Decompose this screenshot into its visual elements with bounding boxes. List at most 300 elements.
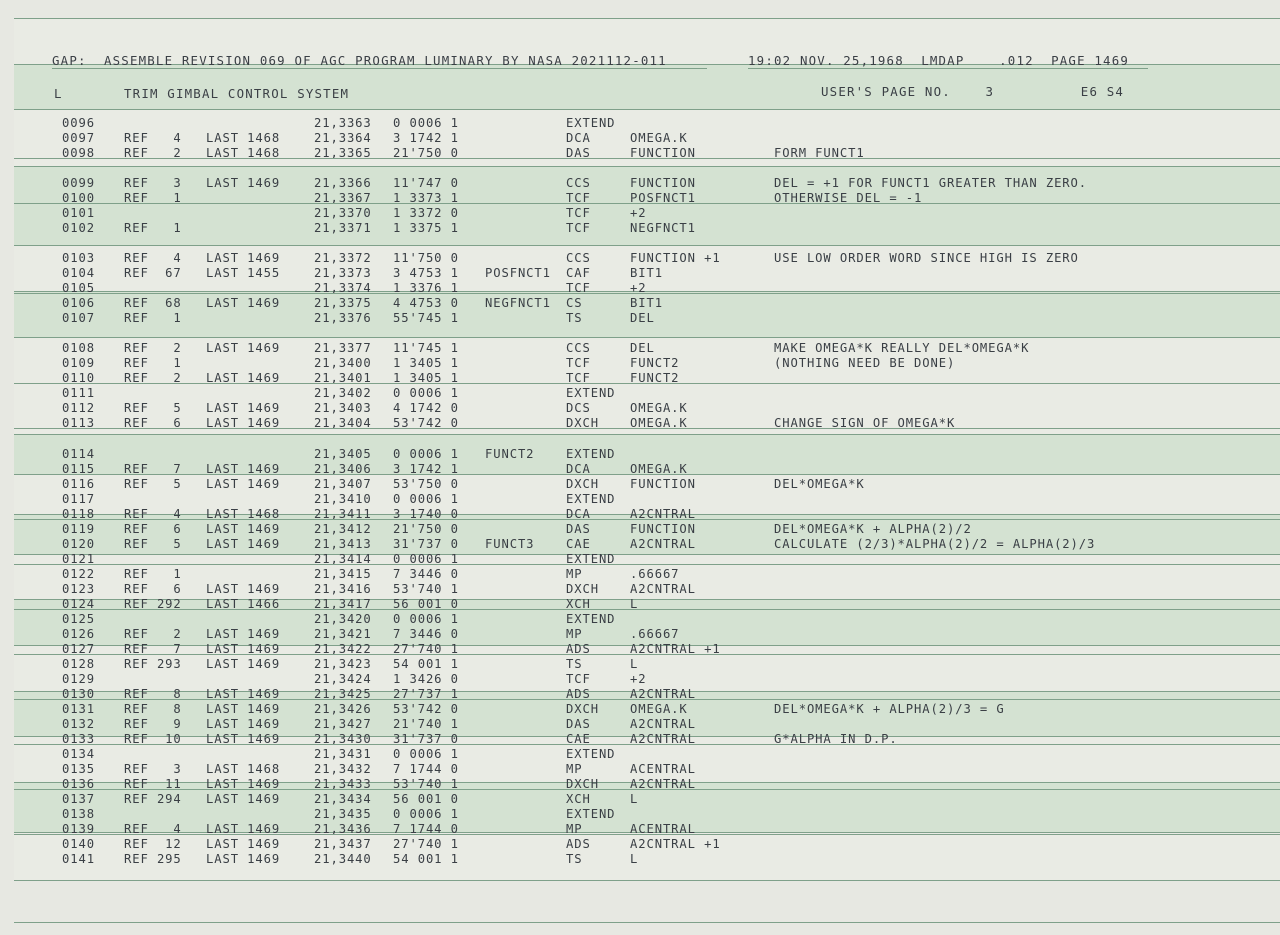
address: 21,3364 [314, 131, 372, 145]
bottom-rule [14, 880, 1280, 881]
opcode: EXTEND [566, 552, 616, 566]
line-number: 0099 [62, 176, 95, 190]
opcode: DAS [566, 522, 591, 536]
machine-word: 1 3426 0 [393, 672, 459, 686]
line-number: 0104 [62, 266, 95, 280]
ref-column: REF 67 [124, 266, 182, 280]
opcode: CAF [566, 266, 591, 280]
opcode: DCA [566, 131, 591, 145]
last-ref-column: LAST 1469 [206, 341, 281, 355]
address: 21,3422 [314, 642, 372, 656]
operand: FUNCTION +1 [630, 251, 721, 265]
operand: FUNCTION [630, 477, 696, 491]
line-number: 0106 [62, 296, 95, 310]
line-number: 0125 [62, 612, 95, 626]
comment: CALCULATE (2/3)*ALPHA(2)/2 = ALPHA(2)/3 [774, 537, 1096, 551]
last-ref-column: LAST 1469 [206, 296, 281, 310]
line-number: 0109 [62, 356, 95, 370]
operand: L [630, 792, 639, 806]
ref-column: REF 5 [124, 401, 182, 415]
address: 21,3372 [314, 251, 372, 265]
line-number: 0120 [62, 537, 95, 551]
line-number: 0140 [62, 837, 95, 851]
opcode: TS [566, 311, 583, 325]
printer-rule [14, 654, 1280, 655]
ref-column: REF 5 [124, 477, 182, 491]
opcode: TCF [566, 371, 591, 385]
opcode: MP [566, 627, 583, 641]
machine-word: 27'740 1 [393, 837, 459, 851]
comment: OTHERWISE DEL = -1 [774, 191, 923, 205]
address: 21,3366 [314, 176, 372, 190]
opcode: ADS [566, 687, 591, 701]
address: 21,3363 [314, 116, 372, 130]
ref-column: REF 6 [124, 416, 182, 430]
machine-word: 4 1742 0 [393, 401, 459, 415]
line-number: 0130 [62, 687, 95, 701]
opcode: EXTEND [566, 447, 616, 461]
address: 21,3411 [314, 507, 372, 521]
ref-column: REF 295 [124, 852, 182, 866]
operand: NEGFNCT1 [630, 221, 696, 235]
last-ref-column: LAST 1466 [206, 597, 281, 611]
operand: A2CNTRAL [630, 537, 696, 551]
address: 21,3433 [314, 777, 372, 791]
operand: FUNCT2 [630, 356, 680, 370]
printer-rule [14, 699, 1280, 700]
opcode: TCF [566, 356, 591, 370]
address: 21,3374 [314, 281, 372, 295]
printer-rule [14, 834, 1280, 835]
opcode: DCA [566, 462, 591, 476]
line-number: 0102 [62, 221, 95, 235]
operand: OMEGA.K [630, 401, 688, 415]
line-number: 0100 [62, 191, 95, 205]
last-ref-column: LAST 1455 [206, 266, 281, 280]
opcode: TCF [566, 221, 591, 235]
ref-column: REF 9 [124, 717, 182, 731]
address: 21,3414 [314, 552, 372, 566]
line-number: 0096 [62, 116, 95, 130]
opcode: DXCH [566, 777, 599, 791]
ref-column: REF 6 [124, 522, 182, 536]
printer-rule [14, 564, 1280, 565]
last-ref-column: LAST 1469 [206, 176, 281, 190]
timestamp-header: 19:02 NOV. 25,1968 LMDAP .012 PAGE 1469 [748, 53, 1148, 69]
opcode: XCH [566, 597, 591, 611]
address: 21,3376 [314, 311, 372, 325]
machine-word: 0 0006 1 [393, 747, 459, 761]
opcode: TCF [566, 281, 591, 295]
machine-word: 54 001 1 [393, 852, 459, 866]
machine-word: 1 3376 1 [393, 281, 459, 295]
comment: DEL*OMEGA*K + ALPHA(2)/2 [774, 522, 972, 536]
address: 21,3406 [314, 462, 372, 476]
last-ref-column: LAST 1469 [206, 837, 281, 851]
last-ref-column: LAST 1469 [206, 582, 281, 596]
last-ref-column: LAST 1469 [206, 717, 281, 731]
printer-rule [14, 789, 1280, 790]
ref-column: REF 3 [124, 176, 182, 190]
address: 21,3412 [314, 522, 372, 536]
last-ref-column: LAST 1469 [206, 371, 281, 385]
address: 21,3421 [314, 627, 372, 641]
last-ref-column: LAST 1469 [206, 657, 281, 671]
address: 21,3413 [314, 537, 372, 551]
comment: DEL = +1 FOR FUNCT1 GREATER THAN ZERO. [774, 176, 1088, 190]
ref-column: REF 1 [124, 221, 182, 235]
operand: .66667 [630, 627, 680, 641]
ref-column: REF 1 [124, 191, 182, 205]
last-ref-column: LAST 1469 [206, 477, 281, 491]
address: 21,3403 [314, 401, 372, 415]
machine-word: 31'737 0 [393, 732, 459, 746]
ref-column: REF 2 [124, 627, 182, 641]
opcode: CAE [566, 732, 591, 746]
operand: A2CNTRAL [630, 507, 696, 521]
line-number: 0115 [62, 462, 95, 476]
ref-column: REF 2 [124, 371, 182, 385]
ref-column: REF 68 [124, 296, 182, 310]
machine-word: 53'740 1 [393, 777, 459, 791]
printer-rule [14, 158, 1280, 159]
line-number: 0132 [62, 717, 95, 731]
last-ref-column: LAST 1469 [206, 522, 281, 536]
ref-column: REF 1 [124, 567, 182, 581]
address: 21,3370 [314, 206, 372, 220]
machine-word: 27'737 1 [393, 687, 459, 701]
opcode: DXCH [566, 702, 599, 716]
ref-column: REF 292 [124, 597, 182, 611]
machine-word: 4 4753 0 [393, 296, 459, 310]
line-number: 0110 [62, 371, 95, 385]
line-number: 0098 [62, 146, 95, 160]
opcode: CS [566, 296, 583, 310]
address: 21,3435 [314, 807, 372, 821]
line-number: 0108 [62, 341, 95, 355]
machine-word: 53'742 0 [393, 702, 459, 716]
opcode: TCF [566, 206, 591, 220]
address: 21,3431 [314, 747, 372, 761]
operand: ACENTRAL [630, 762, 696, 776]
machine-word: 1 3405 1 [393, 356, 459, 370]
opcode: MP [566, 762, 583, 776]
address: 21,3375 [314, 296, 372, 310]
opcode: DXCH [566, 477, 599, 491]
opcode: ADS [566, 642, 591, 656]
machine-word: 0 0006 1 [393, 807, 459, 821]
opcode: DAS [566, 717, 591, 731]
last-ref-column: LAST 1469 [206, 792, 281, 806]
line-number: 0122 [62, 567, 95, 581]
machine-word: 53'742 0 [393, 416, 459, 430]
ref-column: REF 6 [124, 582, 182, 596]
machine-word: 0 0006 1 [393, 116, 459, 130]
operand: A2CNTRAL [630, 582, 696, 596]
opcode: CCS [566, 341, 591, 355]
machine-word: 56 001 0 [393, 597, 459, 611]
last-ref-column: LAST 1469 [206, 416, 281, 430]
last-ref-column: LAST 1469 [206, 702, 281, 716]
address: 21,3405 [314, 447, 372, 461]
last-ref-column: LAST 1469 [206, 732, 281, 746]
opcode: MP [566, 822, 583, 836]
machine-word: 7 1744 0 [393, 822, 459, 836]
ref-column: REF 8 [124, 702, 182, 716]
section-title: TRIM GIMBAL CONTROL SYSTEM [124, 86, 350, 101]
operand: FUNCTION [630, 146, 696, 160]
line-number: 0124 [62, 597, 95, 611]
machine-word: 11'750 0 [393, 251, 459, 265]
last-ref-column: LAST 1469 [206, 777, 281, 791]
ref-column: REF 8 [124, 687, 182, 701]
log-section-marker: L [54, 86, 63, 101]
comment: (NOTHING NEED BE DONE) [774, 356, 956, 370]
line-number: 0112 [62, 401, 95, 415]
machine-word: 11'745 1 [393, 341, 459, 355]
printer-rule [14, 744, 1280, 745]
line-number: 0129 [62, 672, 95, 686]
machine-word: 21'750 0 [393, 522, 459, 536]
comment: G*ALPHA IN D.P. [774, 732, 898, 746]
ref-column: REF 4 [124, 131, 182, 145]
address: 21,3426 [314, 702, 372, 716]
operand: L [630, 852, 639, 866]
line-number: 0103 [62, 251, 95, 265]
machine-word: 27'740 1 [393, 642, 459, 656]
opcode: EXTEND [566, 492, 616, 506]
operand: +2 [630, 672, 647, 686]
machine-word: 3 1742 1 [393, 131, 459, 145]
opcode: CCS [566, 251, 591, 265]
comment: CHANGE SIGN OF OMEGA*K [774, 416, 956, 430]
opcode: DXCH [566, 416, 599, 430]
machine-word: 21'750 0 [393, 146, 459, 160]
operand: FUNCTION [630, 176, 696, 190]
machine-word: 56 001 0 [393, 792, 459, 806]
ref-column: REF 5 [124, 537, 182, 551]
machine-word: 31'737 0 [393, 537, 459, 551]
printer-rule [14, 519, 1280, 520]
opcode: EXTEND [566, 116, 616, 130]
line-number: 0128 [62, 657, 95, 671]
machine-word: 1 3405 1 [393, 371, 459, 385]
printer-rule [14, 428, 1280, 429]
opcode: TS [566, 657, 583, 671]
ref-column: REF 10 [124, 732, 182, 746]
machine-word: 1 3372 0 [393, 206, 459, 220]
ref-column: REF 2 [124, 146, 182, 160]
line-number: 0141 [62, 852, 95, 866]
symbol-label: FUNCT2 [485, 447, 535, 461]
operand: A2CNTRAL [630, 687, 696, 701]
symbol-label: FUNCT3 [485, 537, 535, 551]
line-number: 0116 [62, 477, 95, 491]
operand: OMEGA.K [630, 416, 688, 430]
address: 21,3423 [314, 657, 372, 671]
machine-word: 7 3446 0 [393, 567, 459, 581]
operand: FUNCTION [630, 522, 696, 536]
line-number: 0114 [62, 447, 95, 461]
address: 21,3410 [314, 492, 372, 506]
address: 21,3440 [314, 852, 372, 866]
address: 21,3402 [314, 386, 372, 400]
opcode: EXTEND [566, 807, 616, 821]
last-ref-column: LAST 1469 [206, 251, 281, 265]
machine-word: 3 1742 1 [393, 462, 459, 476]
line-number: 0131 [62, 702, 95, 716]
opcode: EXTEND [566, 386, 616, 400]
machine-word: 0 0006 1 [393, 386, 459, 400]
last-ref-column: LAST 1469 [206, 537, 281, 551]
address: 21,3432 [314, 762, 372, 776]
ref-column: REF 11 [124, 777, 182, 791]
line-number: 0118 [62, 507, 95, 521]
last-ref-column: LAST 1468 [206, 762, 281, 776]
opcode: TS [566, 852, 583, 866]
address: 21,3425 [314, 687, 372, 701]
machine-word: 3 1740 0 [393, 507, 459, 521]
operand: ACENTRAL [630, 822, 696, 836]
address: 21,3417 [314, 597, 372, 611]
printer-rule [14, 203, 1280, 204]
address: 21,3415 [314, 567, 372, 581]
ref-column: REF 7 [124, 462, 182, 476]
opcode: TCF [566, 672, 591, 686]
machine-word: 0 0006 1 [393, 447, 459, 461]
machine-word: 7 1744 0 [393, 762, 459, 776]
printer-rule [14, 474, 1280, 475]
operand: A2CNTRAL [630, 732, 696, 746]
comment: DEL*OMEGA*K [774, 477, 865, 491]
ref-column: REF 294 [124, 792, 182, 806]
opcode: CCS [566, 176, 591, 190]
opcode: MP [566, 567, 583, 581]
last-ref-column: LAST 1469 [206, 627, 281, 641]
machine-word: 3 4753 1 [393, 266, 459, 280]
ref-column: REF 7 [124, 642, 182, 656]
comment: DEL*OMEGA*K + ALPHA(2)/3 = G [774, 702, 1005, 716]
machine-word: 11'747 0 [393, 176, 459, 190]
ref-column: REF 12 [124, 837, 182, 851]
line-number: 0119 [62, 522, 95, 536]
operand: L [630, 657, 639, 671]
opcode: TCF [566, 191, 591, 205]
address: 21,3404 [314, 416, 372, 430]
operand: A2CNTRAL +1 [630, 837, 721, 851]
printer-rule [14, 293, 1280, 294]
printer-rule [14, 383, 1280, 384]
line-number: 0101 [62, 206, 95, 220]
machine-word: 1 3373 1 [393, 191, 459, 205]
opcode: XCH [566, 792, 591, 806]
line-number: 0136 [62, 777, 95, 791]
opcode: DXCH [566, 582, 599, 596]
line-number: 0126 [62, 627, 95, 641]
operand: FUNCT2 [630, 371, 680, 385]
machine-word: 53'750 0 [393, 477, 459, 491]
address: 21,3420 [314, 612, 372, 626]
last-ref-column: LAST 1468 [206, 507, 281, 521]
opcode: CAE [566, 537, 591, 551]
comment: FORM FUNCT1 [774, 146, 865, 160]
symbol-label: NEGFNCT1 [485, 296, 551, 310]
ref-column: REF 4 [124, 822, 182, 836]
operand: A2CNTRAL [630, 777, 696, 791]
operand: L [630, 597, 639, 611]
machine-word: 55'745 1 [393, 311, 459, 325]
operand: BIT1 [630, 296, 663, 310]
address: 21,3400 [314, 356, 372, 370]
line-number: 0139 [62, 822, 95, 836]
last-ref-column: LAST 1469 [206, 687, 281, 701]
operand: +2 [630, 206, 647, 220]
opcode: DAS [566, 146, 591, 160]
last-ref-column: LAST 1468 [206, 146, 281, 160]
line-number: 0127 [62, 642, 95, 656]
last-ref-column: LAST 1469 [206, 852, 281, 866]
ref-column: REF 4 [124, 251, 182, 265]
last-ref-column: LAST 1469 [206, 462, 281, 476]
address: 21,3436 [314, 822, 372, 836]
address: 21,3424 [314, 672, 372, 686]
address: 21,3401 [314, 371, 372, 385]
line-number: 0117 [62, 492, 95, 506]
line-number: 0137 [62, 792, 95, 806]
operand: A2CNTRAL [630, 717, 696, 731]
bottom-rule-2 [14, 922, 1280, 923]
last-ref-column: LAST 1469 [206, 822, 281, 836]
line-number: 0107 [62, 311, 95, 325]
machine-word: 53'740 1 [393, 582, 459, 596]
machine-word: 0 0006 1 [393, 552, 459, 566]
last-ref-column: LAST 1468 [206, 131, 281, 145]
operand: BIT1 [630, 266, 663, 280]
machine-word: 54 001 1 [393, 657, 459, 671]
line-number: 0135 [62, 762, 95, 776]
address: 21,3430 [314, 732, 372, 746]
address: 21,3365 [314, 146, 372, 160]
line-number: 0121 [62, 552, 95, 566]
operand: +2 [630, 281, 647, 295]
printer-rule [14, 609, 1280, 610]
operand: DEL [630, 341, 655, 355]
ref-column: REF 293 [124, 657, 182, 671]
machine-word: 0 0006 1 [393, 492, 459, 506]
address: 21,3434 [314, 792, 372, 806]
address: 21,3416 [314, 582, 372, 596]
opcode: EXTEND [566, 612, 616, 626]
comment: MAKE OMEGA*K REALLY DEL*OMEGA*K [774, 341, 1030, 355]
address: 21,3427 [314, 717, 372, 731]
operand: .66667 [630, 567, 680, 581]
line-number: 0133 [62, 732, 95, 746]
operand: OMEGA.K [630, 462, 688, 476]
operand: POSFNCT1 [630, 191, 696, 205]
machine-word: 0 0006 1 [393, 612, 459, 626]
line-number: 0097 [62, 131, 95, 145]
operand: A2CNTRAL +1 [630, 642, 721, 656]
line-number: 0123 [62, 582, 95, 596]
address: 21,3437 [314, 837, 372, 851]
operand: OMEGA.K [630, 131, 688, 145]
address: 21,3373 [314, 266, 372, 280]
symbol-label: POSFNCT1 [485, 266, 551, 280]
line-number: 0113 [62, 416, 95, 430]
assembly-header: GAP: ASSEMBLE REVISION 069 OF AGC PROGRAM LUMINARY BY NASA 2021112-011 [52, 53, 707, 69]
address: 21,3377 [314, 341, 372, 355]
opcode: DCA [566, 507, 591, 521]
